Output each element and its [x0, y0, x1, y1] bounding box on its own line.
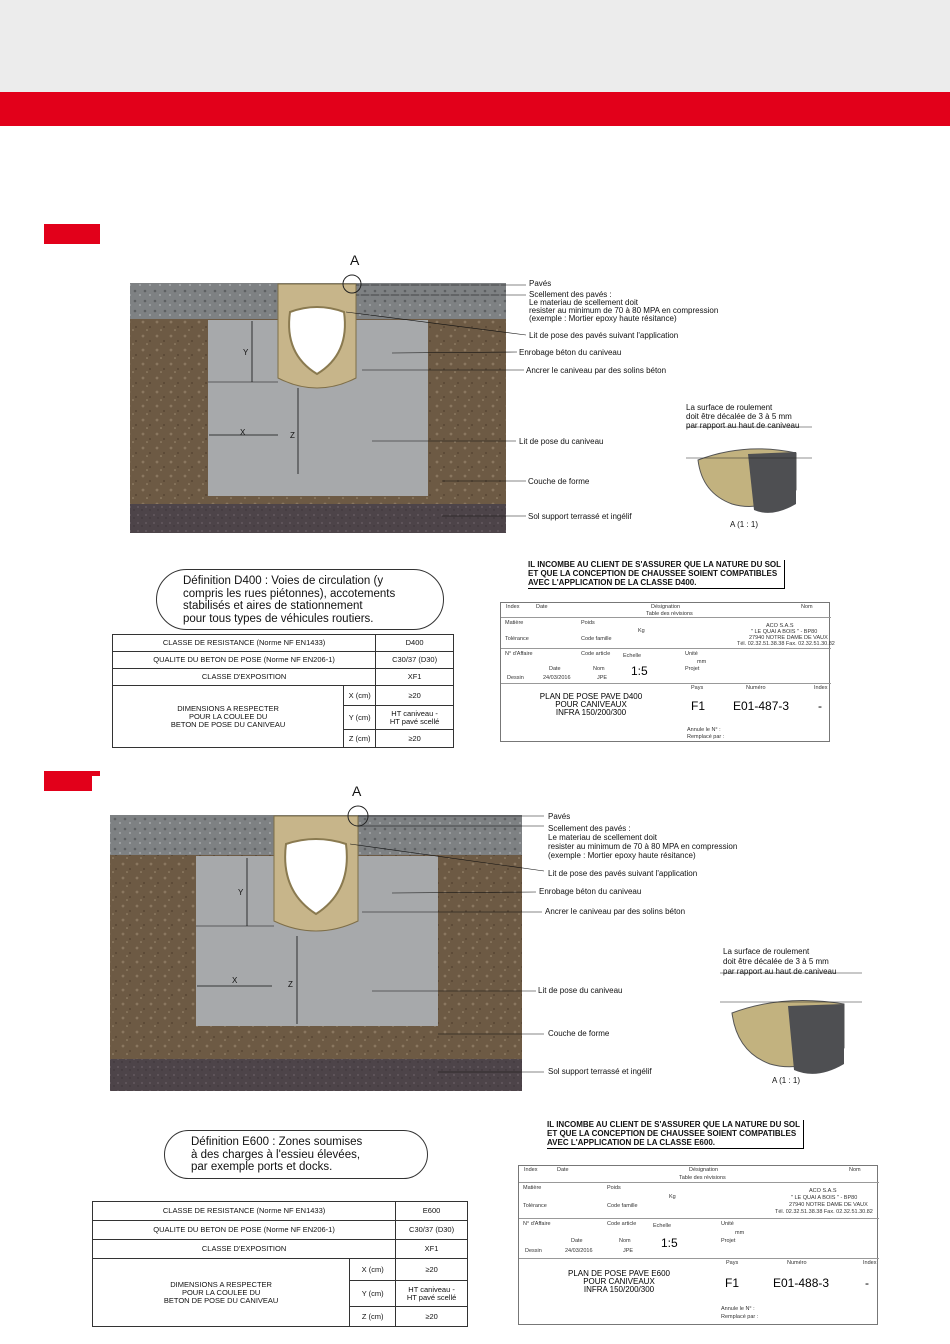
label-sol: Sol support terrassé et ingélif: [528, 512, 632, 521]
label-scellement-1: Le materiau de scellement doit: [529, 298, 638, 307]
title-block: Index Date Désignation Nom Table des révisions Matière Poids Kg Tolérance Code famille ACO S.A.S " LE QUAI A BOIS " - BP80 27940 NOTRE DAME DE VAUX Tél. 02.32.51.38.38 Fax. 02.32.51.30.82 N° d'Affaire Code article Echelle Unité mm Projet Date Nom Dessin 24/03/2016 JPE 1:5 PLAN DE POSE PAVE E600 POUR CANIVEAUX INFRA 150/200/300 Pays F1 Numéro E01-488-3 Index - Annule le N° : Remplacé par :: [518, 1165, 878, 1325]
brand-red-band: [0, 92, 950, 126]
dim-z: Z: [290, 431, 295, 440]
label-paves: Pavés: [529, 279, 552, 288]
drawing-e600: [92, 776, 882, 1326]
label-scellement-1: Le materiau de scellement doit: [548, 833, 657, 842]
label-sol: Sol support terrassé et ingélif: [548, 1067, 652, 1076]
header-band: [0, 0, 950, 92]
dim-x: X: [232, 976, 238, 985]
detail-caption: A (1 : 1): [730, 520, 759, 529]
section-letter-a: A: [350, 252, 360, 268]
warning-note: IL INCOMBE AU CLIENT DE S'ASSURER QUE LA NATURE DU SOL ET QUE LA CONCEPTION DE CHAUSSEE SOIENT COMPATIBLES AVEC L'APPLICATION DE LA CLASSE D400.: [528, 560, 785, 589]
label-scellement-title: Scellement des pavés :: [548, 824, 631, 833]
dim-y: Y: [238, 888, 244, 897]
section-tag-d400: [44, 224, 100, 244]
definition-box: Définition D400 : Voies de circulation (y compris les rues piétonnes), accotements stabilisés et aires de stationnement pour tous types de véhicules routiers.: [156, 569, 444, 630]
label-scellement-3: (exemple : Mortier epoxy haute résitance): [548, 851, 696, 860]
title-block: Index Date Désignation Nom Table des révisions Matière Poids Kg Tolérance Code famille ACO S.A.S " LE QUAI A BOIS " - BP80 27940 NOTRE DAME DE VAUX Tél. 02.32.51.38.38 Fax. 02.32.51.30.82 N° d'Affaire Code article Echelle Unité mm Projet Date Nom Dessin 24/03/2016 JPE 1:5 PLAN DE POSE PAVE D400 POUR CANIVEAUX INFRA 150/200/300 Pays F1 Numéro E01-487-3 Index - Annule le N° : Remplacé par :: [500, 602, 830, 742]
label-enrobage: Enrobage béton du caniveau: [519, 348, 622, 357]
detail-line-1: La surface de roulement: [686, 403, 773, 412]
section-letter-a: A: [352, 783, 362, 799]
label-couche: Couche de forme: [548, 1029, 610, 1038]
detail-line-3: par rapport au haut de caniveau: [723, 967, 837, 976]
label-ancrer: Ancrer le caniveau par des solins béton: [545, 907, 686, 916]
spec-table: CLASSE DE RESISTANCE (Norme NF EN1433) E600 QUALITE DU BETON DE POSE (Norme NF EN206-1) C30/37 (D30) CLASSE D'EXPOSITION XF1 DIMENSIONS A RESPECTER POUR LA COULEE DU BETON DE POSE DU CANIVEAU X (cm) ≥20 Y (cm) HT caniveau - HT pavé scellé Z (cm) ≥20: [92, 1201, 468, 1327]
detail-line-2: doit être décalée de 3 à 5 mm: [723, 957, 829, 966]
label-scellement-3: (exemple : Mortier epoxy haute résitance): [529, 314, 677, 323]
detail-caption: A (1 : 1): [772, 1076, 801, 1085]
label-scellement-2: resister au minimum de 70 à 80 MPA en compression: [548, 842, 738, 851]
detail-line-2: doit être décalée de 3 à 5 mm: [686, 412, 792, 421]
spec-table: CLASSE DE RESISTANCE (Norme NF EN1433) D400 QUALITE DU BETON DE POSE (Norme NF EN206-1) C30/37 (D30) CLASSE D'EXPOSITION XF1 DIMENSIONS A RESPECTER POUR LA COULEE DU BETON DE POSE DU CANIVEAU X (cm) ≥20 Y (cm) HT caniveau - HT pavé scellé Z (cm) ≥20: [112, 634, 454, 748]
drawing-d400: [112, 248, 835, 743]
dim-y: Y: [243, 348, 249, 357]
label-lit-caniveau: Lit de pose du caniveau: [519, 437, 604, 446]
label-couche: Couche de forme: [528, 477, 590, 486]
label-lit-caniveau: Lit de pose du caniveau: [538, 986, 623, 995]
dim-x: X: [240, 428, 246, 437]
definition-box: Définition E600 : Zones soumises à des charges à l'essieu élevées, par exemple ports et docks.: [164, 1130, 428, 1179]
label-enrobage: Enrobage béton du caniveau: [539, 887, 642, 896]
detail-line-3: par rapport au haut de caniveau: [686, 421, 800, 430]
dim-z: Z: [288, 980, 293, 989]
warning-note: IL INCOMBE AU CLIENT DE S'ASSURER QUE LA NATURE DU SOL ET QUE LA CONCEPTION DE CHAUSSEE SOIENT COMPATIBLES AVEC L'APPLICATION DE LA CLASSE E600.: [547, 1120, 804, 1149]
label-ancrer: Ancrer le caniveau par des solins béton: [526, 366, 667, 375]
label-scellement-2: resister au minimum de 70 à 80 MPA en compression: [529, 306, 719, 315]
label-paves: Pavés: [548, 812, 571, 821]
label-lit-paves: Lit de pose des pavés suivant l'application: [548, 869, 698, 878]
detail-line-1: La surface de roulement: [723, 947, 810, 956]
label-lit-paves: Lit de pose des pavés suivant l'application: [529, 331, 679, 340]
label-scellement-title: Scellement des pavés :: [529, 290, 612, 299]
